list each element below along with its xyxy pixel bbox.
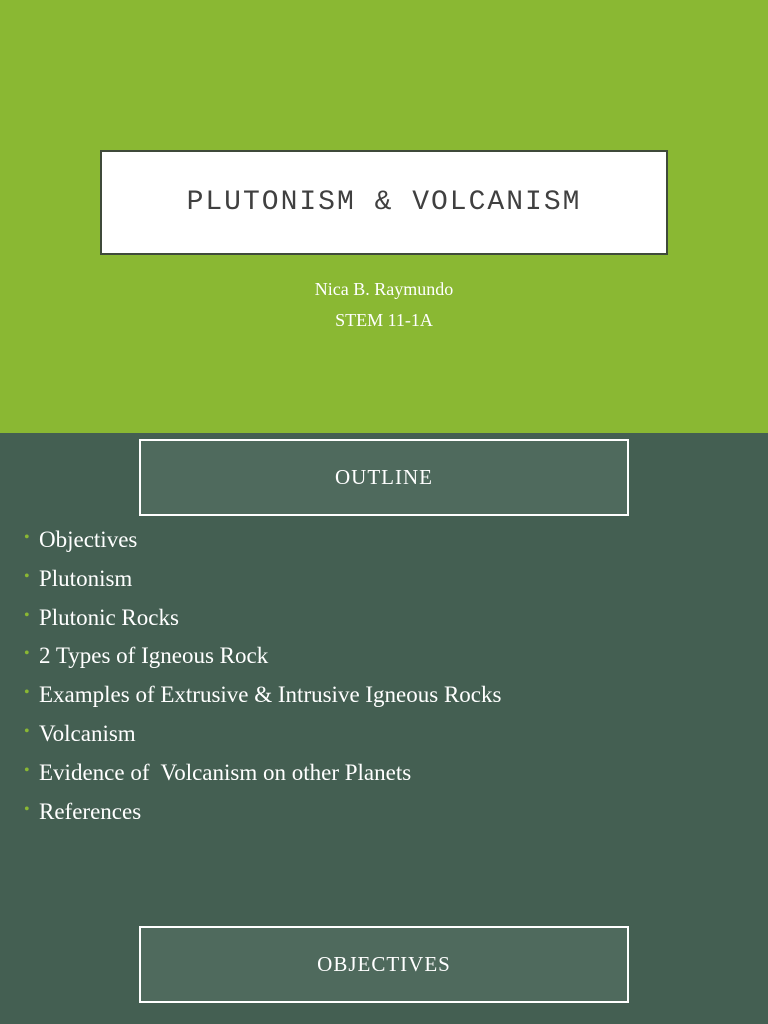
list-item (24, 719, 501, 758)
objectives-heading-box (139, 926, 629, 1003)
class-section: STEM 11-1A (335, 310, 433, 330)
slide-title: PLUTONISM & VOLCANISM (186, 187, 582, 218)
bullet-icon: • (24, 800, 30, 818)
list-item (24, 564, 501, 603)
outline-heading-box (139, 439, 629, 516)
list-item-label: Plutonic Rocks (39, 604, 179, 630)
bullet-icon: • (24, 645, 30, 663)
outline-slide (0, 433, 768, 1024)
outline-heading: OUTLINE (335, 465, 433, 489)
list-item (24, 603, 501, 642)
bullet-icon: • (24, 606, 30, 624)
list-item (24, 797, 501, 836)
objectives-heading: OBJECTIVES (317, 952, 451, 976)
author-name: Nica B. Raymundo (314, 279, 454, 299)
list-item-label: Evidence of Volcanism on other Planets (39, 759, 412, 785)
title-box (100, 150, 668, 255)
bullet-icon: • (24, 684, 30, 702)
title-slide (0, 0, 768, 433)
list-item-label: Objectives (39, 527, 138, 552)
list-item (24, 525, 501, 564)
outline-list (24, 525, 501, 835)
list-item-label: Plutonism (39, 565, 133, 591)
bullet-icon: • (24, 529, 30, 546)
list-item (24, 680, 501, 719)
list-item-label: Volcanism (39, 720, 136, 746)
bullet-icon: • (24, 567, 30, 585)
bullet-icon: • (24, 761, 30, 779)
list-item (24, 641, 501, 680)
bullet-icon: • (24, 722, 30, 740)
list-item (24, 758, 501, 797)
list-item-label: References (39, 798, 142, 824)
list-item-label: 2 Types of Igneous Rock (39, 643, 269, 669)
list-item-label: Examples of Extrusive & Intrusive Igneous Rocks (39, 682, 502, 708)
